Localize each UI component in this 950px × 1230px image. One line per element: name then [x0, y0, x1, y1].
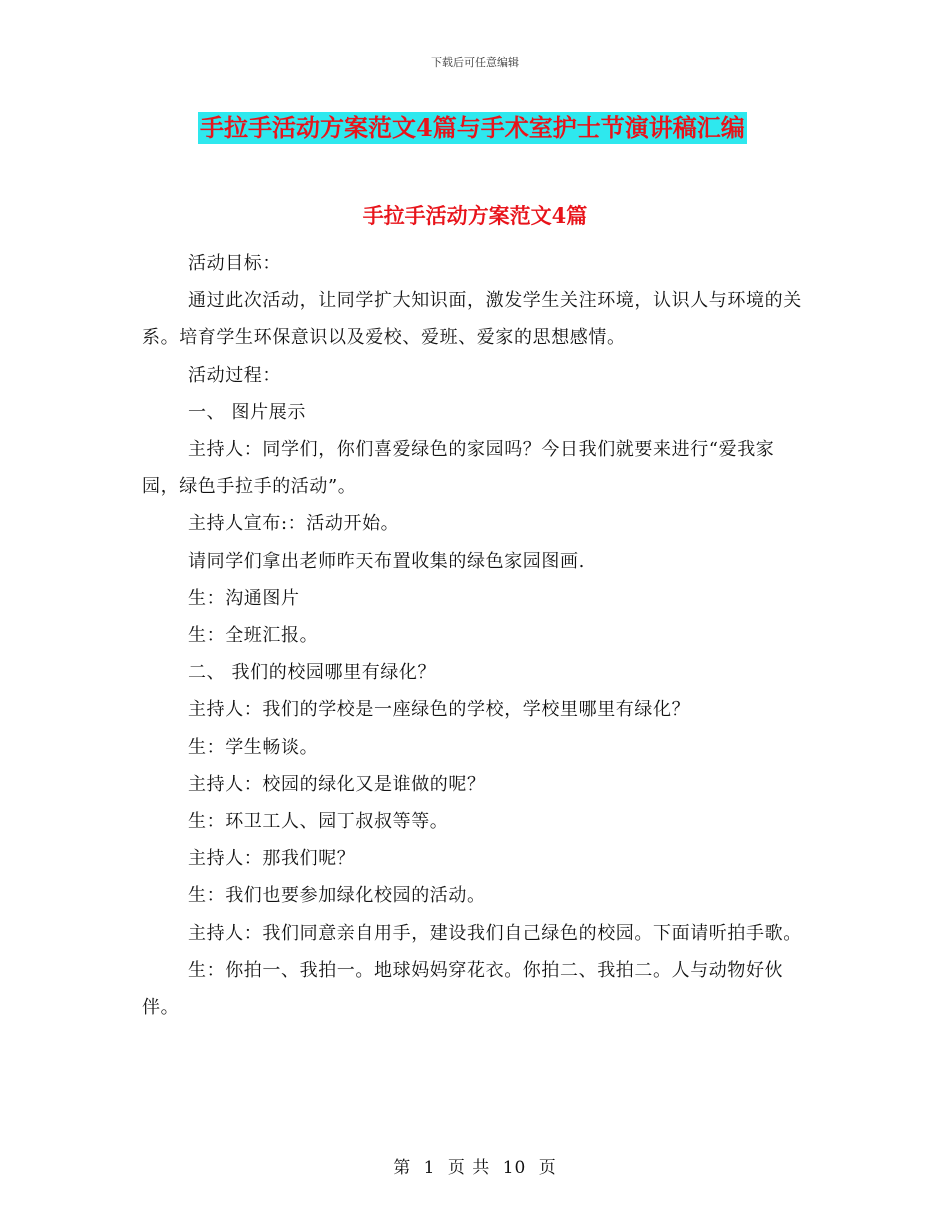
paragraph: 一、 图片展示	[188, 401, 306, 423]
footer-page-number: 1	[423, 1158, 436, 1178]
paragraph: 请同学们拿出老师昨天布置收集的绿色家园图画.	[188, 550, 585, 572]
paragraph: 生：全班汇报。	[188, 625, 319, 647]
paragraph: 生：学生畅谈。	[188, 736, 319, 758]
footer-mid: 页 共	[447, 1158, 491, 1178]
paragraph: 生：我们也要参加绿化校园的活动。	[188, 885, 486, 907]
header-note: 下载后可任意编辑	[431, 56, 519, 69]
paragraph: 主持人：我们同意亲自用手，建设我们自己绿色的校园。下面请听拍手歌。	[188, 922, 802, 944]
footer-suffix: 页	[538, 1158, 557, 1178]
paragraph: 生：沟通图片	[188, 587, 300, 609]
paragraph: 主持人：同学们，你们喜爱绿色的家园吗？今日我们就要来进行“爱我家园，绿色手拉手的活动”。	[142, 439, 775, 498]
paragraph: 活动过程：	[188, 364, 281, 386]
paragraph: 主持人：那我们呢？	[188, 848, 356, 870]
page-footer	[0, 1153, 950, 1178]
paragraph: 生：环卫工人、园丁叔叔等等。	[188, 811, 449, 833]
footer-total-pages: 10	[502, 1158, 527, 1178]
section-title: 手拉手活动方案范文4篇	[362, 203, 588, 228]
document-title: 手拉手活动方案范文4篇与手术室护士节演讲稿汇编	[200, 113, 745, 142]
footer-prefix: 第	[393, 1158, 412, 1178]
paragraph: 主持人：校园的绿化又是谁做的呢？	[188, 773, 486, 795]
paragraph: 生：你拍一、我拍一。地球妈妈穿花衣。你拍二、我拍二。人与动物好伙伴。	[142, 959, 784, 1019]
paragraph: 主持人宣布:：活动开始。	[188, 513, 400, 535]
paragraph: 通过此次活动，让同学扩大知识面，激发学生关注环境，认识人与环境的关系。培育学生环保意识以及爱校、爱班、爱家的思想感情。	[142, 290, 802, 349]
document-body	[142, 245, 806, 1026]
paragraph: 活动目标：	[188, 253, 281, 274]
paragraph: 主持人：我们的学校是一座绿色的学校，学校里哪里有绿化？	[188, 699, 691, 721]
paragraph: 二、 我们的校园哪里有绿化？	[188, 662, 437, 684]
